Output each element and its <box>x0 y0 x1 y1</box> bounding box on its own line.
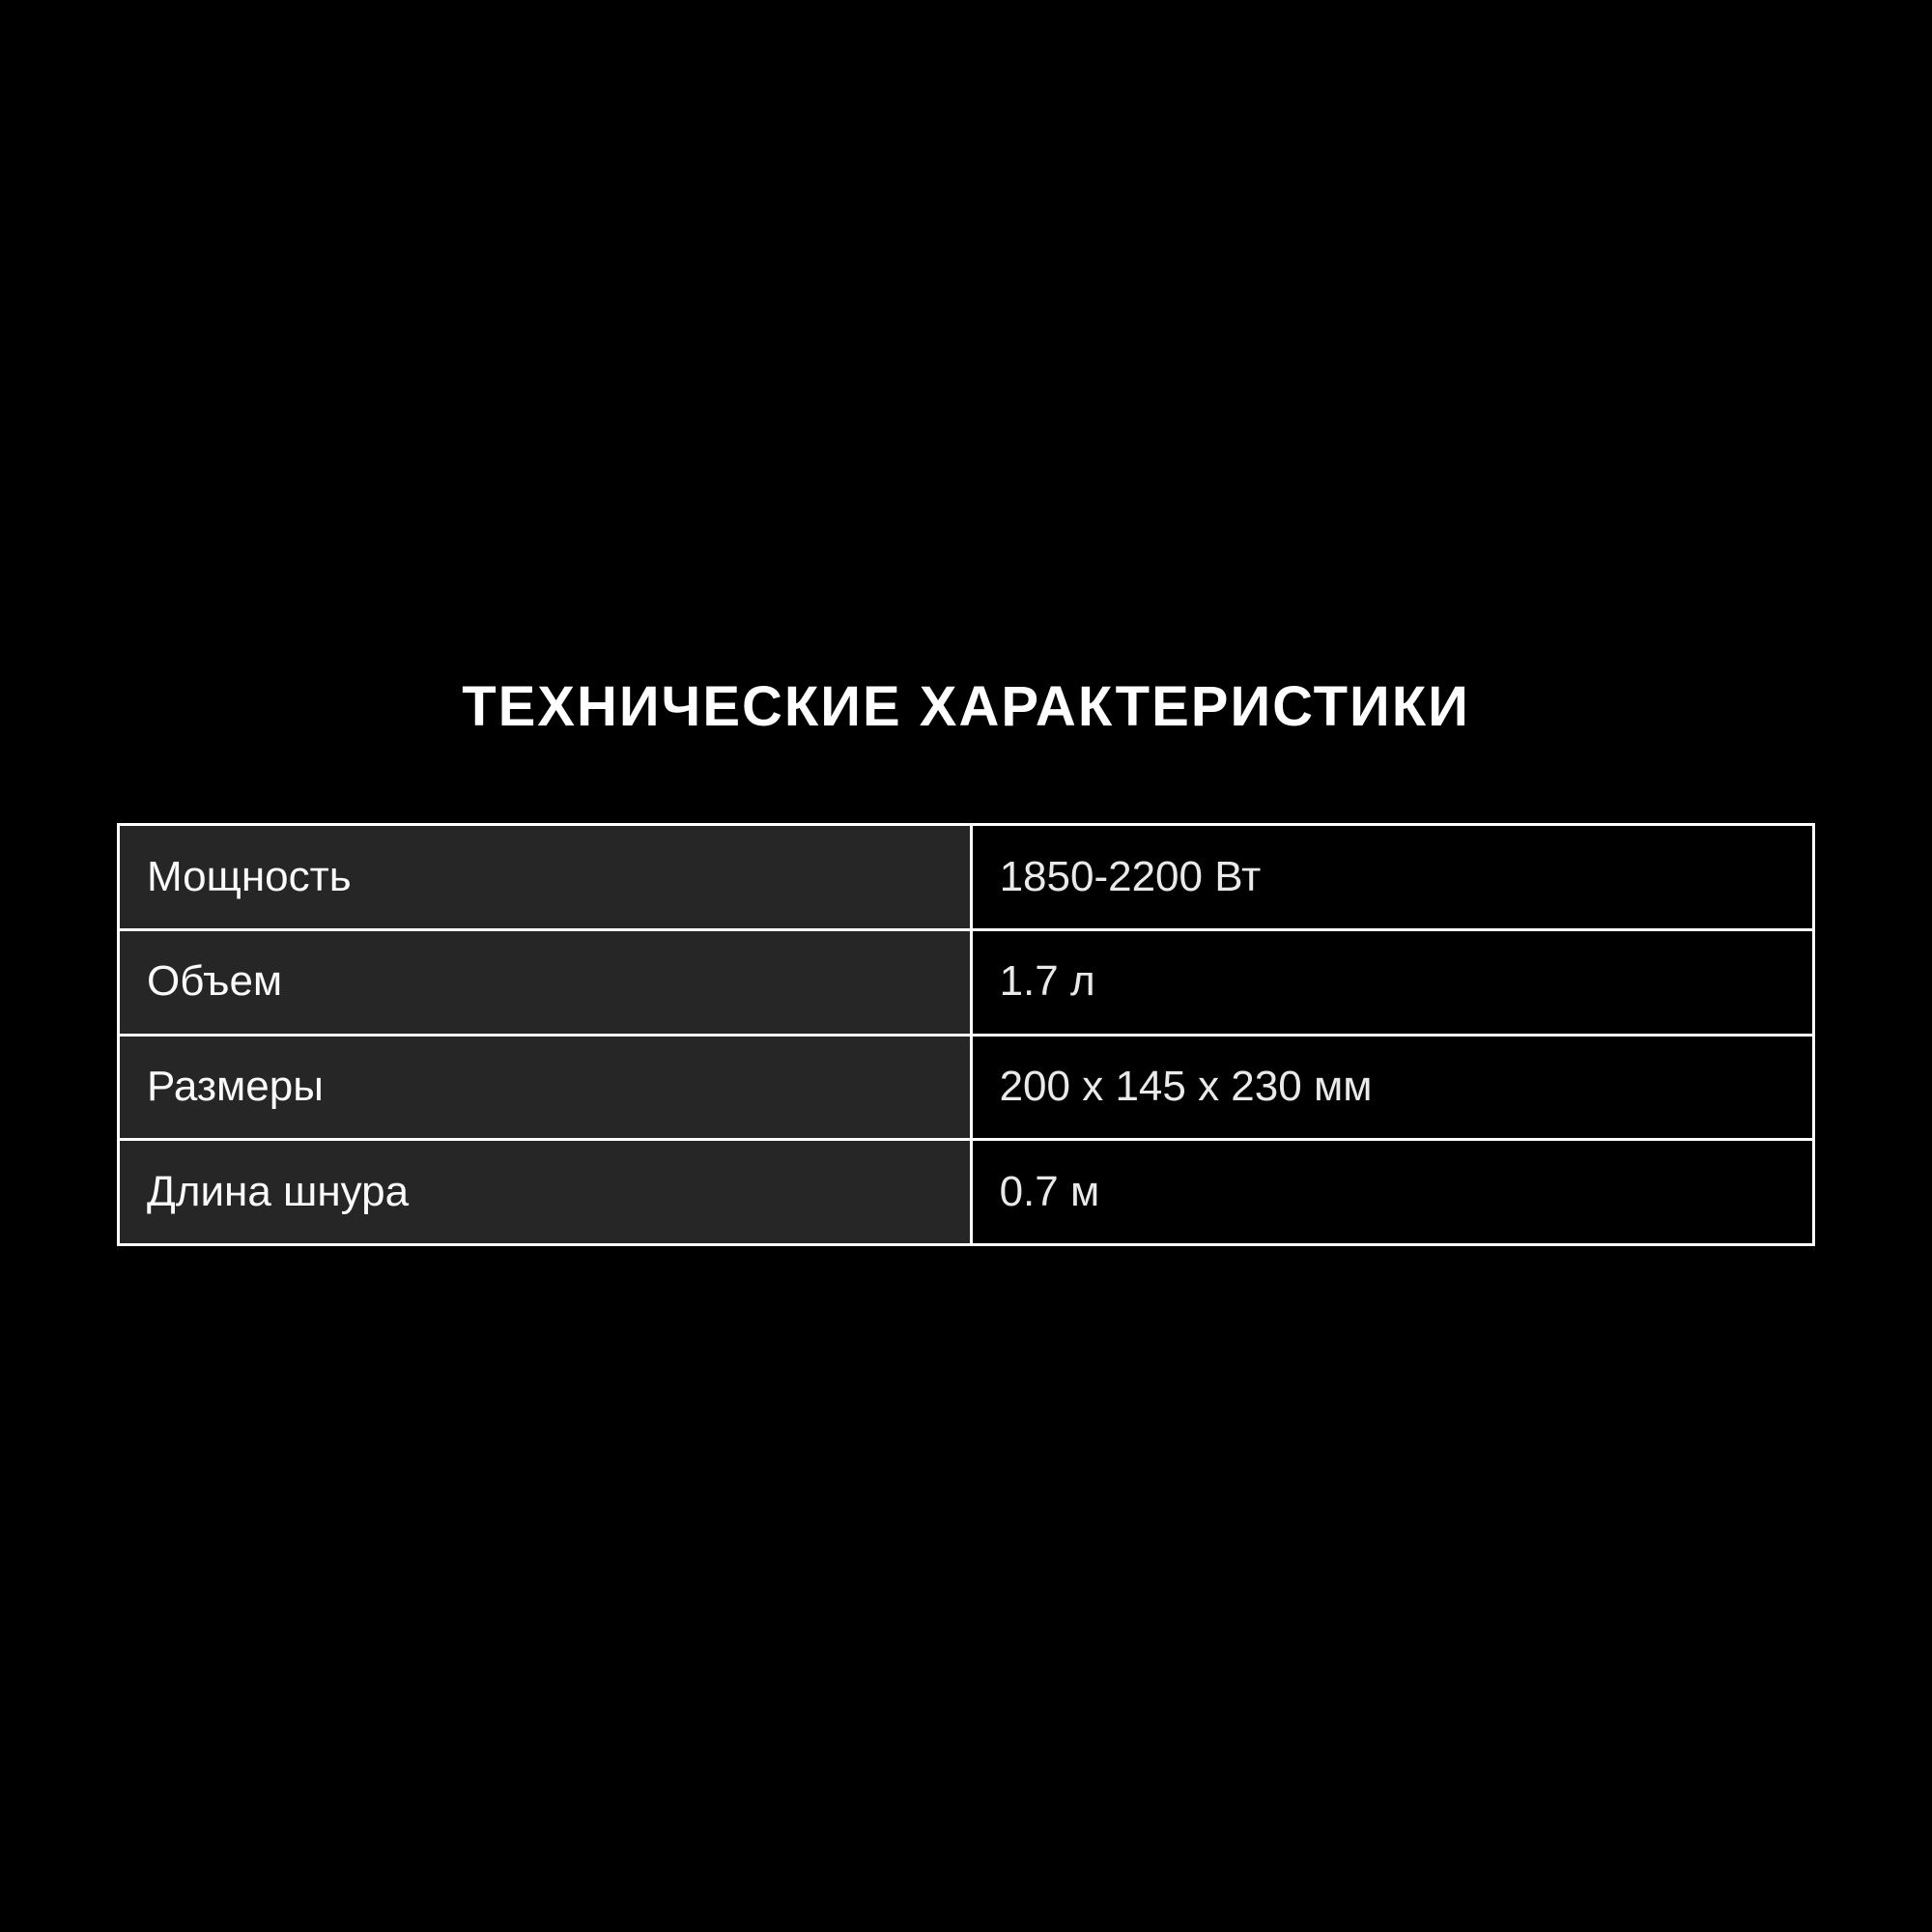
table-row <box>119 825 1814 930</box>
spec-label-volume: Объем <box>119 929 972 1035</box>
page-title: ТЕХНИЧЕСКИЕ ХАРАКТЕРИСТИКИ <box>462 675 1470 738</box>
spec-value-cord-length: 0.7 м <box>971 1140 1813 1245</box>
spec-label-power: Мощность <box>119 825 972 930</box>
spec-label-dimensions: Размеры <box>119 1035 972 1140</box>
spec-label-cord-length: Длина шнура <box>119 1140 972 1245</box>
table-row <box>119 1035 1814 1140</box>
spec-table <box>117 823 1815 1246</box>
table-row <box>119 1140 1814 1245</box>
spec-value-power: 1850-2200 Вт <box>971 825 1813 930</box>
spec-value-volume: 1.7 л <box>971 929 1813 1035</box>
table-row <box>119 929 1814 1035</box>
spec-value-dimensions: 200 x 145 x 230 мм <box>971 1035 1813 1140</box>
